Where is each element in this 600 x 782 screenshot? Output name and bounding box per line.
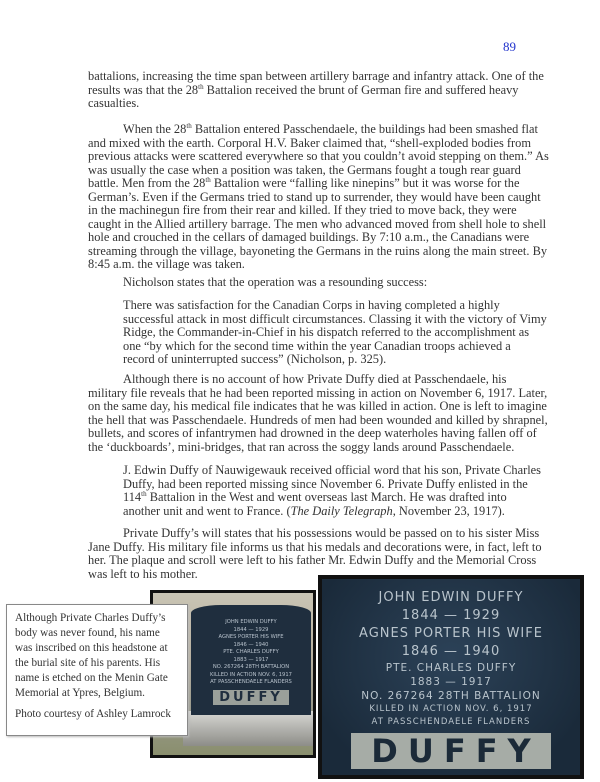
caption-text: Although Private Charles Duffy’s body was never found, his name was inscribed on this headstone at the burial site of his parents. His name is etched on the Menin Gate Memorial at Ypres, Belgium. [15,612,168,699]
text-line: Nicholson states that the operation was a resounding success: [123,275,428,289]
paragraph [88,373,548,454]
inscription-line: 1883 — 1917 [410,676,492,688]
inscription-line: AGNES PORTER HIS WIFE [218,634,284,640]
text-line: previous attacks were scattered everywhere so that you couldn’t avoid stepping on them.” As [88,149,549,163]
text-line: and mixed with the earth. Corporal H.V. Baker claimed that, “shell-exploded bodies from [88,135,531,150]
inscription-line: AT PASSCHENDAELE FLANDERS [371,717,531,727]
photo-credit: Photo courtesy of Ashley Lamrock [15,708,171,720]
text-line: was left to his mother. [88,566,198,581]
inscription-line: KILLED IN ACTION NOV. 6, 1917 [210,671,292,678]
text-line: battalions, increasing the time span between artillery barrage and infantry attack. One of the [88,69,544,83]
headstone-stone [191,605,311,715]
inscription-line: NO. 267264 28TH BATTALION [212,664,290,670]
headstone-surname: DUFFY [213,690,289,705]
paragraph [88,123,548,272]
text-line: streaming through the village, bayoneting the Germans in the ruins along the main street. By [88,243,548,258]
text-line: Private Duffy’s will states that his possessions would be passed on to his sister Miss [123,526,540,540]
text-line: successful attack in most difficult circumstances. Classing it with the victory of Vimy [123,311,547,326]
page-number: 89 [503,39,516,54]
inscription-line: 1844 — 1929 [401,608,501,623]
text-line: the hell that was Passchendaele. Hundreds of men had been wounded and killed by shrapnel, [88,412,548,427]
inscription-line: 1846 — 1940 [233,641,269,648]
block-quote [123,464,583,518]
inscription-line: 1846 — 1940 [401,644,501,659]
text-line: her. The plaque and scroll were left to his father Mr. Edwin Duffy and the Memorial Cross [88,553,537,567]
text-line: Although there is no account of how Private Duffy died at Passchendaele, his [123,372,507,386]
text-line: Duffy, had been reported missing since November 6. Private Duffy enlisted in the [123,476,528,491]
text-line: German’s. Even if the Germans tried to stand up to surrender, they would have been caught [88,189,541,204]
inscription-line: PTE. CHARLES DUFFY [385,662,517,674]
text-line: results was that the 28th Battalion received the brunt of German fire and suffered heavy [88,82,519,97]
inscription-line: JOHN EDWIN DUFFY [225,619,277,625]
text-line: There was satisfaction for the Canadian Corps in having completed a highly [123,298,500,312]
headstone-closeup-photo [318,575,584,779]
text-line: 8:45 a.m. the village was taken. [88,257,245,271]
inscription-line: AGNES PORTER HIS WIFE [359,626,543,641]
text-line: on the same day, his medical file indicates that he was killed in action. One is left to imagine [88,399,547,413]
text-line: casualties. [88,96,140,110]
text-line: bullets, and scores of infantrymen had drowned in the deep waterholes having fallen off of [88,426,537,440]
text-line: was usually the case when a position was taken, the Germans fought a tough rear guard [88,162,521,177]
text-line: Jane Duffy. His military file informs us that his medals and decorations were, in fact, left to [88,539,542,554]
text-line: one “by which for the second time within the year Canadian troops achieved a [123,338,511,353]
text-line: in the machinegun fire from their rear and killed. If they tried to move back, they were [88,203,517,217]
inscription-line: JOHN EDWIN DUFFY [378,590,524,605]
text-line: Ridge, the Commander-in-Chief in his dispatch referred to the accomplishment as [123,325,530,339]
text-line: hole and crouched in the cellars of damaged buildings. By 7:10 a.m., the Canadians were [88,230,530,244]
inscription-line: 1883 — 1917 [233,656,269,663]
paragraph [88,276,548,290]
paragraph [88,70,548,111]
text-line: another unit and went to France. (The Daily Telegraph, November 23, 1917). [123,503,505,518]
text-line: When the 28th Battalion entered Passchendaele, the buildings had been smashed flat [123,121,538,136]
text-line: record of uninterrupted success” (Nicholson, p. 325). [123,352,387,366]
block-quote [123,299,583,367]
inscription-line: AT PASSCHENDAELE FLANDERS [210,679,292,685]
inscription-line: 1844 — 1929 [233,626,269,633]
text-line: J. Edwin Duffy of Nauwigewauk received official word that his son, Private Charles [123,463,541,477]
text-line: battle. Men from the 28th Battalion were “falling like ninepins” but it was worse for the [88,175,520,190]
paragraph [88,527,548,581]
headstone-base [183,711,313,746]
inscription-line: NO. 267264 28TH BATTALION [361,690,541,702]
text-line: military file reveals that he had been reported missing in action on November 6, 1917. Later, [88,385,548,400]
text-line: the ‘duckboards’, mini-bridges, that ran across the soggy lands around Passchendaele. [88,439,515,454]
inscription-line: KILLED IN ACTION NOV. 6, 1917 [369,704,533,714]
text-line: 114th Battalion in the West and went overseas last March. He was drafted into [123,489,507,504]
photo-caption [6,604,188,736]
inscription-line: PTE. CHARLES DUFFY [223,649,279,655]
text-line: caught in the Allied artillery barrage. The men who advanced moved from shell hole to shell [88,216,547,231]
headstone-closeup-surname: DUFFY [351,733,551,769]
